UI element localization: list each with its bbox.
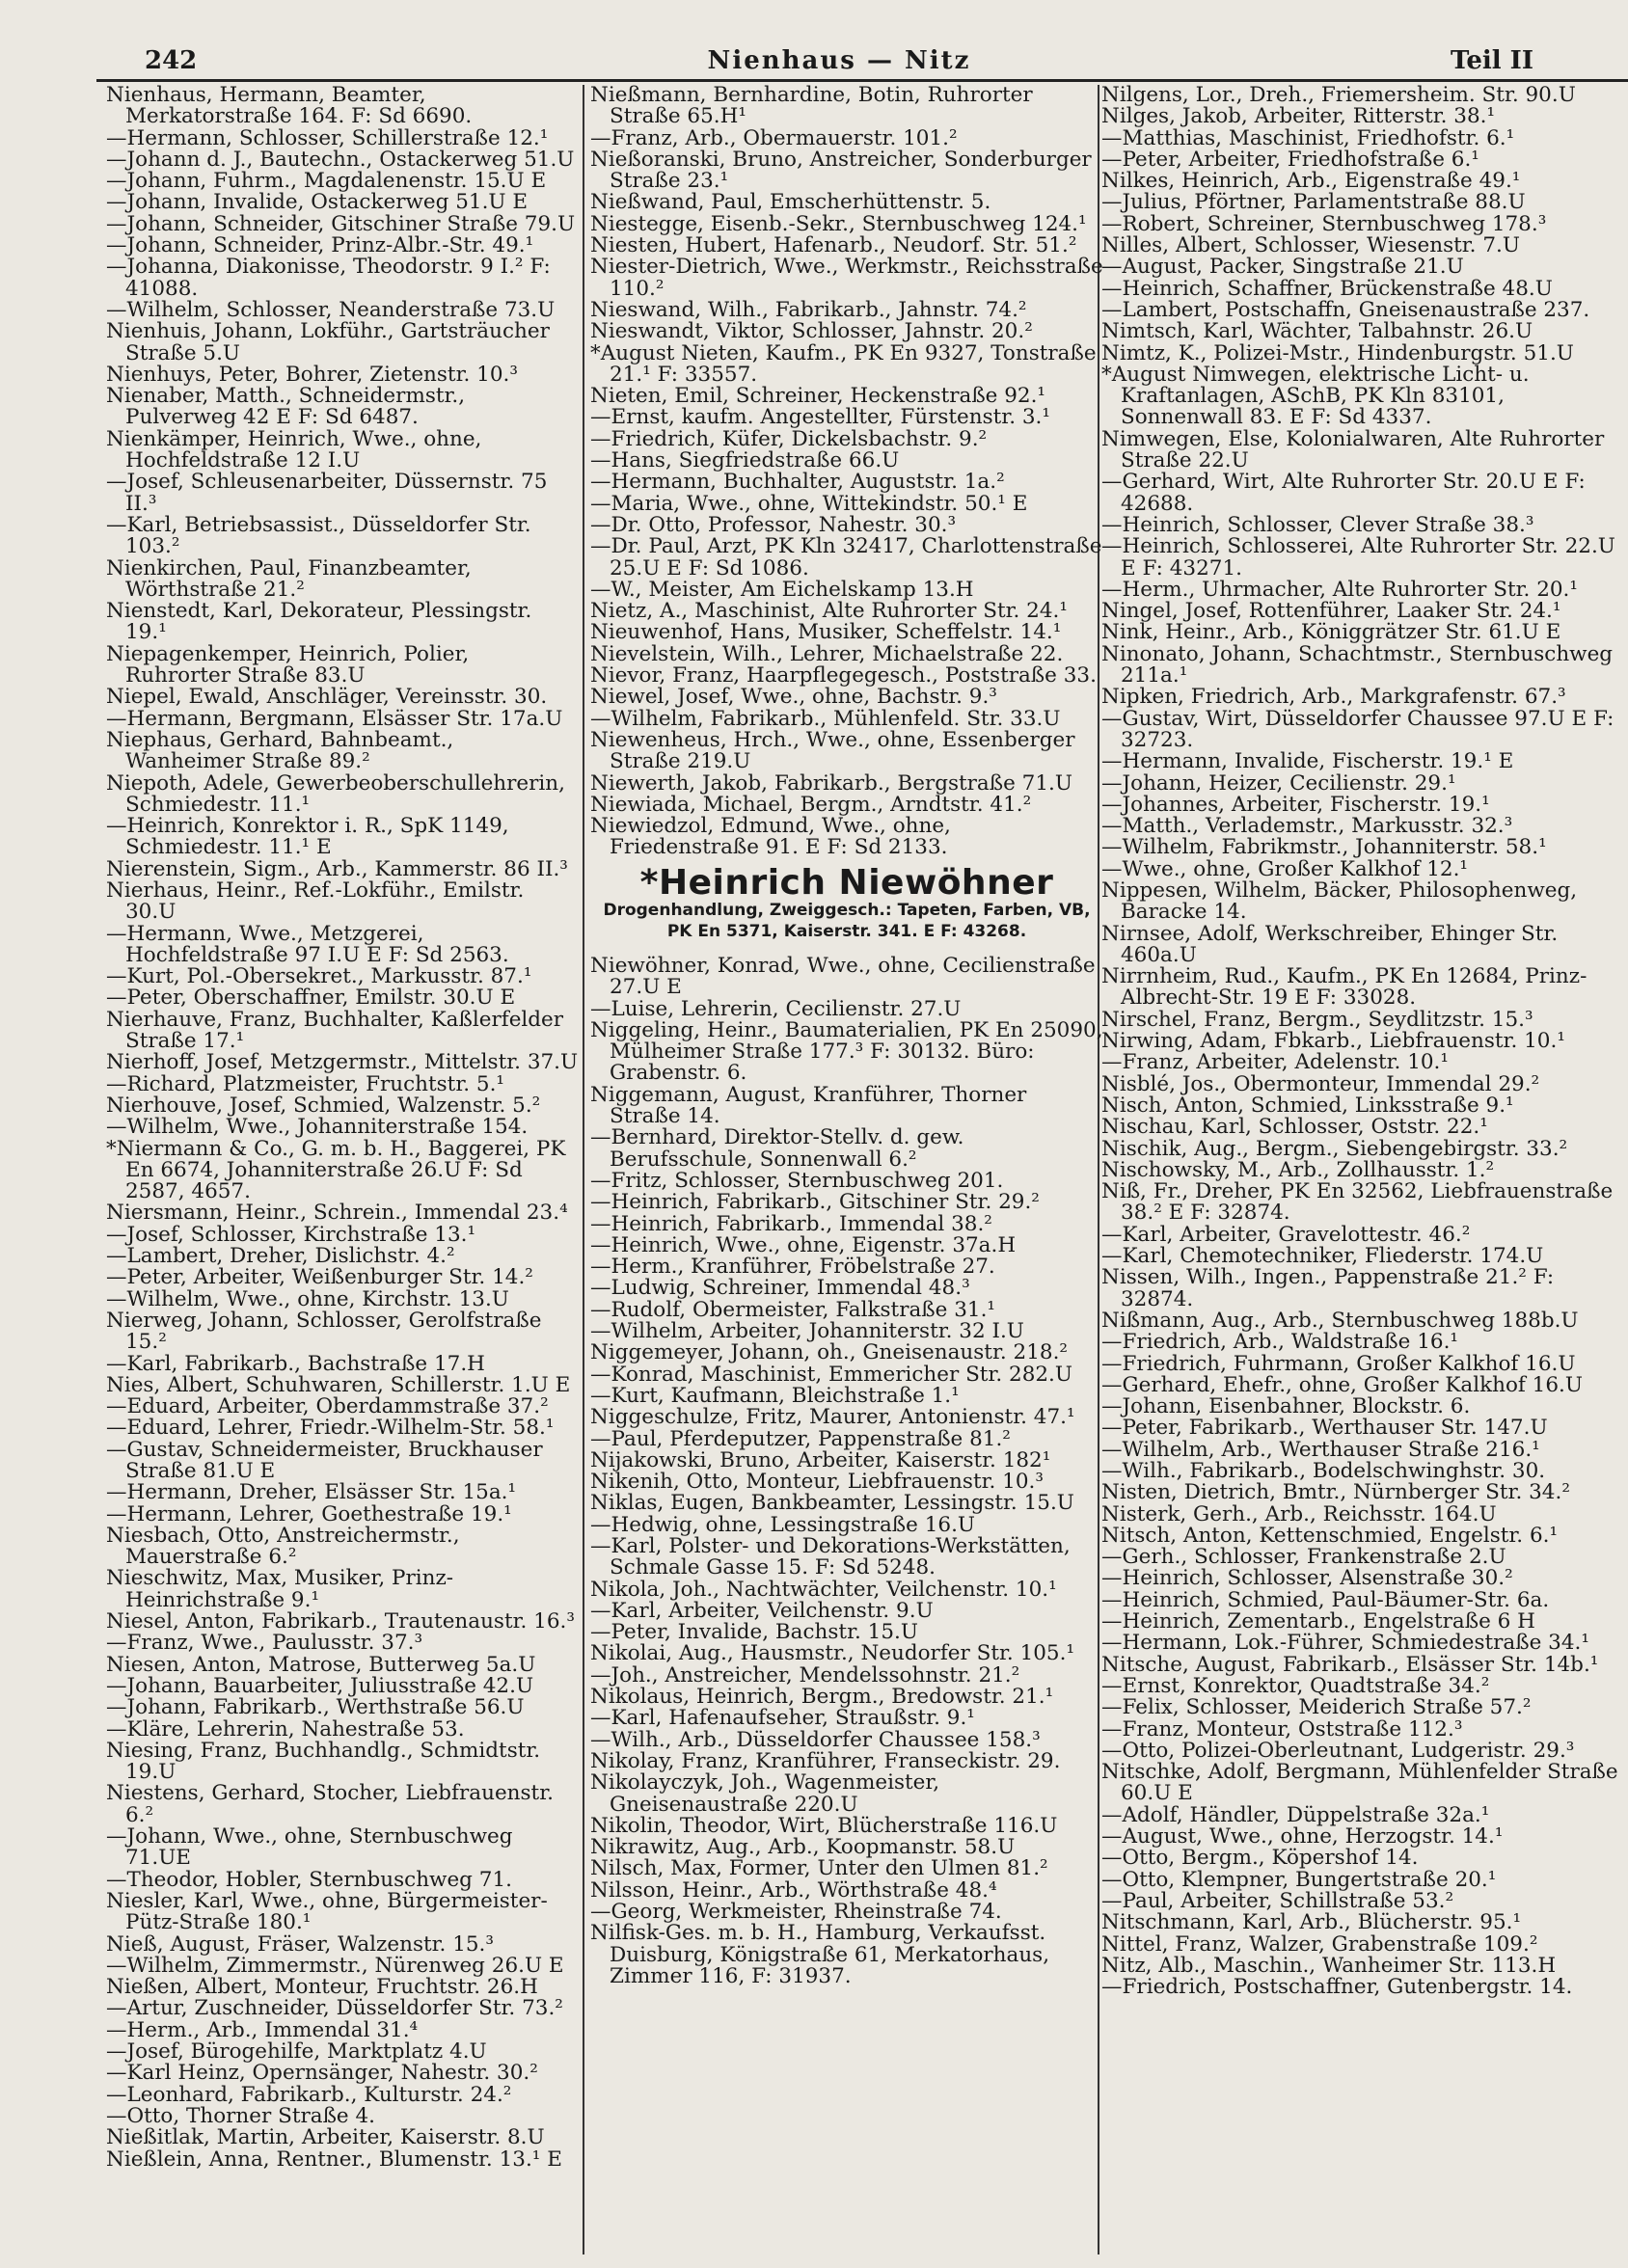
directory-entry: Niggemeyer, Johann, oh., Gneisenaustr. 218.²	[590, 1340, 1069, 1365]
directory-entry: —Heinrich, Schlosser, Alsenstraße 30.²	[1101, 1566, 1513, 1591]
directory-entry: —Heinrich, Schaffner, Brückenstraße 48.U	[1101, 276, 1553, 301]
directory-entry: Nittel, Franz, Walzer, Grabenstraße 109.²	[1101, 1931, 1538, 1957]
directory-entry: —Otto, Polizei-Oberleutnant, Ludgeristr. 29.³	[1101, 1738, 1575, 1763]
directory-entry: —Hermann, Schlosser, Schillerstraße 12.¹	[106, 125, 549, 150]
directory-entry: —Otto, Thorner Straße 4.	[106, 2103, 376, 2128]
directory-entry: Nirschel, Franz, Bergm., Seydlitzstr. 15.³	[1101, 1007, 1533, 1032]
directory-entry: Nikola, Joh., Nachtwächter, Veilchenstr. 10.¹	[590, 1577, 1057, 1602]
directory-entry: —Hermann, Dreher, Elsässer Str. 15a.¹	[106, 1480, 517, 1505]
directory-entry: Niester-Dietrich, Wwe., Werkmstr., Reichsstraße 110.²	[590, 255, 1103, 301]
directory-entry: Nießoranski, Bruno, Anstreicher, Sonderburger Straße 23.¹	[590, 147, 1092, 194]
directory-entry: —Hedwig, ohne, Lessingstraße 16.U	[590, 1512, 976, 1537]
directory-entry: —Peter, Arbeiter, Friedhofstraße 6.¹	[1101, 147, 1479, 172]
directory-entry: Nievor, Franz, Haarpflegegesch., Poststraße 33.	[590, 663, 1097, 688]
directory-entry: —Wilhelm, Fabrikarb., Mühlenfeld. Str. 33.U	[590, 706, 1061, 731]
directory-entry: Niesler, Karl, Wwe., ohne, Bürgermeister-Pütz-Straße 180.¹	[106, 1888, 548, 1935]
directory-entry: —Otto, Bergm., Köpershof 14.	[1101, 1846, 1419, 1871]
directory-entry: Niersmann, Heinr., Schrein., Immendal 23.⁴	[106, 1201, 568, 1226]
directory-entry: —Peter, Arbeiter, Weißenburger Str. 14.²	[106, 1265, 533, 1290]
directory-entry: —Karl, Arbeiter, Veilchenstr. 9.U	[590, 1598, 934, 1623]
directory-entry: —Johann, Schneider, Gitschiner Straße 79.U	[106, 211, 576, 236]
directory-entry: Nienhuys, Peter, Bohrer, Zietenstr. 10.³	[106, 362, 518, 387]
directory-entry: —Franz, Arbeiter, Adelenstr. 10.¹	[1101, 1050, 1449, 1075]
directory-entry: Nirnsee, Adolf, Werkschreiber, Ehinger Str. 460a.U	[1101, 921, 1559, 967]
directory-entry: —Hermann, Invalide, Fischerstr. 19.¹ E	[1101, 749, 1514, 774]
directory-entry: Nierweg, Johann, Schlosser, Gerolfstraße 15.²	[106, 1308, 542, 1355]
directory-entry: —Konrad, Maschinist, Emmericher Str. 282.U	[590, 1362, 1073, 1387]
directory-entry: Nisch, Anton, Schmied, Linksstraße 9.¹	[1101, 1093, 1514, 1118]
column-divider	[583, 85, 584, 2254]
directory-entry: —Franz, Arb., Obermauerstr. 101.²	[590, 125, 958, 150]
directory-entry: Nitz, Alb., Maschin., Wanheimer Str. 113.H	[1101, 1953, 1557, 1978]
directory-entry: —Matth., Verlademstr., Markusstr. 32.³	[1101, 814, 1513, 839]
directory-entry: Nischau, Karl, Schlosser, Oststr. 22.¹	[1101, 1115, 1488, 1140]
directory-entry: Niesing, Franz, Buchhandlg., Schmidtstr. 19.U	[106, 1738, 541, 1785]
directory-entry: —Peter, Fabrikarb., Werthauser Str. 147.U	[1101, 1416, 1548, 1441]
directory-entry: Nimtz, K., Polizei-Mstr., Hindenburgstr. 51.U	[1101, 340, 1574, 365]
directory-entry: Nienaber, Matth., Schneidermstr., Pulverweg 42 E F: Sd 6487.	[106, 384, 466, 430]
directory-entry: Nijakowski, Bruno, Arbeiter, Kaiserstr. 182¹	[590, 1447, 1051, 1472]
directory-entry: —Friedrich, Arb., Waldstraße 16.¹	[1101, 1330, 1459, 1355]
directory-entry: —Hermann, Bergmann, Elsässer Str. 17a.U	[106, 706, 563, 731]
directory-entry: —Wilhelm, Wwe., Johanniterstraße 154.	[106, 1115, 529, 1140]
directory-entry: Nitsch, Anton, Kettenschmied, Engelstr. 6.¹	[1101, 1523, 1559, 1548]
part-label: Teil II	[1450, 46, 1533, 75]
directory-entry: Nießitlak, Martin, Arbeiter, Kaiserstr. 8.U	[106, 2125, 545, 2150]
directory-entry: —Lambert, Postschaffn, Gneisenaustraße 237.	[1101, 297, 1590, 322]
directory-entry: —Gustav, Wirt, Düsseldorfer Chaussee 97.U E F: 32723.	[1101, 706, 1614, 752]
directory-entry: —Richard, Platzmeister, Fruchtstr. 5.¹	[106, 1071, 505, 1096]
directory-entry: Nitschke, Adolf, Bergmann, Mühlenfelder Straße 60.U E	[1101, 1760, 1618, 1806]
directory-entry: —Artur, Zuschneider, Düsseldorfer Str. 73.²	[106, 1996, 563, 2021]
directory-entry: —Matthias, Maschinist, Friedhofstr. 6.¹	[1101, 125, 1515, 150]
directory-entry: —Heinrich, Konrektor i. R., SpK 1149, Schmiedestr. 11.¹ E	[106, 814, 509, 860]
directory-entry: —Karl, Chemotechniker, Fliederstr. 174.U	[1101, 1244, 1544, 1269]
directory-entry: —Josef, Bürogehilfe, Marktplatz 4.U	[106, 2039, 487, 2065]
directory-entry: —Herm., Uhrmacher, Alte Ruhrorter Str. 20.¹	[1101, 577, 1579, 602]
directory-entry: —Wilh., Arb., Düsseldorfer Chaussee 158.³	[590, 1727, 1041, 1752]
directory-entry: Nisten, Dietrich, Bmtr., Nürnberger Str. 34.²	[1101, 1480, 1570, 1505]
directory-entry: —Georg, Werkmeister, Rheinstraße 74.	[590, 1900, 1002, 1925]
directory-entry: Nienkirchen, Paul, Finanzbeamter, Wörthstraße 21.²	[106, 555, 472, 602]
directory-entry: —Johann, Invalide, Ostackerweg 51.U E	[106, 190, 529, 215]
directory-entry: —Johann d. J., Bautechn., Ostackerweg 51.U	[106, 147, 575, 172]
directory-entry: —Dr. Paul, Arzt, PK Kln 32417, Charlottenstraße 25.U E F: Sd 1086.	[590, 534, 1102, 580]
directory-entry: Nieuwenhof, Hans, Musiker, Scheffelstr. 14.¹	[590, 620, 1062, 645]
directory-entry: Nießwand, Paul, Emscherhüttenstr. 5.	[590, 190, 991, 215]
directory-entry: —Maria, Wwe., ohne, Wittekindstr. 50.¹ E	[590, 491, 1028, 516]
directory-entry: —Franz, Monteur, Oststraße 112.³	[1101, 1716, 1463, 1742]
directory-entry: —Eduard, Lehrer, Friedr.-Wilhelm-Str. 58.¹	[106, 1416, 555, 1441]
directory-entry: Niephaus, Gerhard, Bahnbeamt., Wanheimer Straße 89.²	[106, 727, 454, 774]
directory-entry: Niesbach, Otto, Anstreichermstr., Mauerstraße 6.²	[106, 1523, 460, 1570]
directory-entry: —Friedrich, Küfer, Dickelsbachstr. 9.²	[590, 426, 988, 451]
ad-text: Drogenhandlung, Zweiggesch.: Tapeten, Farben, VB, PK En 5371, Kaiserstr. 341. E F: 43268.	[603, 900, 1091, 941]
directory-entry: —Peter, Oberschaffner, Emilstr. 30.U E	[106, 986, 516, 1011]
directory-entry: —W., Meister, Am Eichelskamp 13.H	[590, 577, 974, 602]
directory-entry: Nierenstein, Sigm., Arb., Kammerstr. 86 II.³	[106, 856, 568, 881]
directory-entry: —Felix, Schlosser, Meiderich Straße 57.²	[1101, 1695, 1532, 1720]
directory-entry: —Paul, Arbeiter, Schillstraße 53.²	[1101, 1888, 1454, 1913]
directory-entry: —Peter, Invalide, Bachstr. 15.U	[590, 1620, 918, 1645]
directory-entry: Nierhoff, Josef, Metzgermstr., Mittelstr. 37.U	[106, 1050, 579, 1075]
directory-entry: Nikolayczyk, Joh., Wagenmeister, Gneisenaustraße 220.U	[590, 1770, 940, 1817]
directory-entry: Nieten, Emil, Schreiner, Heckenstraße 92.¹	[590, 384, 1046, 409]
ad-title: *Heinrich Niewöhner	[639, 862, 1054, 903]
directory-entry: —Heinrich, Fabrikarb., Immendal 38.²	[590, 1211, 992, 1236]
header-rule	[96, 79, 1628, 82]
directory-entry: —Johann, Schneider, Prinz-Albr.-Str. 49.¹	[106, 233, 534, 258]
directory-entry: Nikolaus, Heinrich, Bergm., Bredowstr. 21.¹	[590, 1685, 1054, 1710]
directory-entry: —Wilhelm, Zimmermstr., Nürenweg 26.U E	[106, 1953, 564, 1978]
directory-entry: Nischik, Aug., Bergm., Siebengebirgstr. 33.²	[1101, 1136, 1568, 1161]
directory-entry: Niesel, Anton, Fabrikarb., Trautenaustr. 16.³	[106, 1609, 575, 1634]
directory-entry: Nienhaus, Hermann, Beamter, Merkatorstraße 164. F: Sd 6690.	[106, 85, 473, 129]
directory-entry: Nilsson, Heinr., Arb., Wörthstraße 48.⁴	[590, 1877, 997, 1903]
directory-entry: —Karl, Betriebsassist., Düsseldorfer Str. 103.²	[106, 512, 531, 559]
directory-entry: —Heinrich, Schmied, Paul-Bäumer-Str. 6a.	[1101, 1587, 1550, 1612]
directory-entry: —Paul, Pferdeputzer, Pappenstraße 81.²	[590, 1426, 1011, 1451]
directory-entry: Niklas, Eugen, Bankbeamter, Lessingstr. 15.U	[590, 1491, 1074, 1516]
directory-entry: Nirwing, Adam, Fbkarb., Liebfrauenstr. 10.¹	[1101, 1029, 1565, 1054]
directory-entry: —Wilhelm, Arb., Werthauser Straße 216.¹	[1101, 1437, 1540, 1462]
directory-entry: —Wilhelm, Wwe., ohne, Kirchstr. 13.U	[106, 1286, 509, 1311]
directory-entry: —Robert, Schreiner, Sternbuschweg 178.³	[1101, 211, 1547, 236]
directory-entry: —Johann, Eisenbahner, Blockstr. 6.	[1101, 1394, 1471, 1419]
directory-entry: —Fritz, Schlosser, Sternbuschweg 201.	[590, 1168, 1004, 1193]
directory-entry: Nißmann, Aug., Arb., Sternbuschweg 188b.U	[1101, 1308, 1579, 1333]
directory-entry: Nirrnheim, Rud., Kaufm., PK En 12684, Prinz-Albrecht-Str. 19 E F: 33028.	[1101, 964, 1587, 1011]
directory-entry: Nievelstein, Wilh., Lehrer, Michaelstraße 22.	[590, 641, 1064, 666]
directory-entry: —Friedrich, Fuhrmann, Großer Kalkhof 16.U	[1101, 1351, 1576, 1376]
directory-entry: —Gerhard, Wirt, Alte Ruhrorter Str. 20.U E F: 42688.	[1101, 470, 1586, 516]
directory-entry: Nink, Heinr., Arb., Königgrätzer Str. 61.U E	[1101, 620, 1561, 645]
directory-entry: —Wilhelm, Arbeiter, Johanniterstr. 32 I.U	[590, 1319, 1024, 1344]
directory-entry: —Heinrich, Zementarb., Engelstraße 6 H	[1101, 1609, 1535, 1634]
directory-entry: Nierhaus, Heinr., Ref.-Lokführ., Emilstr. 30.U	[106, 878, 525, 925]
directory-entry: Nisterk, Gerh., Arb., Reichsstr. 164.U	[1101, 1501, 1497, 1526]
directory-entry: —Johanna, Diakonisse, Theodorstr. 9 I.² F: 41088.	[106, 255, 551, 301]
directory-entry: Nieswandt, Viktor, Schlosser, Jahnstr. 20.²	[590, 319, 1033, 344]
directory-entry: —Gustav, Schneidermeister, Bruckhauser Straße 81.U E	[106, 1437, 543, 1483]
directory-entry: Nikolai, Aug., Hausmstr., Neudorfer Str. 105.¹	[590, 1641, 1075, 1666]
directory-entry: Niepagenkemper, Heinrich, Polier, Ruhrorter Straße 83.U	[106, 641, 470, 688]
directory-entry: —Lambert, Dreher, Dislichstr. 4.²	[106, 1244, 455, 1269]
directory-entry: —Leonhard, Fabrikarb., Kulturstr. 24.²	[106, 2082, 512, 2107]
directory-entry: —Karl, Polster- und Dekorations-Werkstätten, Schmale Gasse 15. F: Sd 5248.	[590, 1534, 1071, 1580]
directory-entry: Nisblé, Jos., Obermonteur, Immendal 29.²	[1101, 1071, 1540, 1096]
directory-entry: —Karl, Arbeiter, Gravelottestr. 46.²	[1101, 1222, 1471, 1247]
directory-entry: Nitschmann, Karl, Arb., Blücherstr. 95.¹	[1101, 1910, 1522, 1935]
directory-entry: Nieß, August, Fräser, Walzenstr. 15.³	[106, 1931, 495, 1957]
directory-entry: Nießmann, Bernhardine, Botin, Ruhrorter Straße 65.H¹	[590, 85, 1033, 129]
directory-entry: —Hermann, Lehrer, Goethestraße 19.¹	[106, 1501, 512, 1526]
directory-entry: —Hermann, Lok.-Führer, Schmiedestraße 34.¹	[1101, 1631, 1589, 1656]
directory-entry: —Herm., Arb., Immendal 31.⁴	[106, 2017, 419, 2042]
directory-entry: —Hans, Siegfriedstraße 66.U	[590, 448, 900, 473]
directory-entry: Nieswand, Wilh., Fabrikarb., Jahnstr. 74.²	[590, 297, 1027, 322]
advertisement	[590, 862, 1103, 942]
page-number: 242	[145, 46, 198, 75]
directory-entry: —Karl Heinz, Opernsänger, Nahestr. 30.²	[106, 2061, 538, 2086]
directory-entry: —Herm., Kranführer, Fröbelstraße 27.	[590, 1255, 995, 1280]
directory-entry: Nieschwitz, Max, Musiker, Prinz-Heinrichstraße 9.¹	[106, 1566, 454, 1612]
directory-entry: Nießen, Albert, Monteur, Fruchtstr. 26.H	[106, 1975, 538, 2000]
directory-entry: Nimwegen, Else, Kolonialwaren, Alte Ruhrorter Straße 22.U	[1101, 426, 1605, 473]
directory-entry: Ningel, Josef, Rottenführer, Laaker Str. 24.¹	[1101, 599, 1561, 624]
directory-entry: Nierhauve, Franz, Buchhalter, Kaßlerfelder Straße 17.¹	[106, 1007, 564, 1054]
directory-entry: —Karl, Hafenaufseher, Straußstr. 9.¹	[590, 1706, 975, 1731]
directory-entry: —Theodor, Hobler, Sternbuschweg 71.	[106, 1867, 512, 1892]
directory-entry: —Ernst, Konrektor, Quadtstraße 34.²	[1101, 1673, 1490, 1698]
directory-entry: Nikolay, Franz, Kranführer, Franseckistr. 29.	[590, 1748, 1061, 1773]
directory-entry: Nimtsch, Karl, Wächter, Talbahnstr. 26.U	[1101, 319, 1533, 344]
directory-entry: —Johannes, Arbeiter, Fischerstr. 19.¹	[1101, 792, 1490, 817]
column-2	[590, 85, 1103, 2254]
directory-entry: —Johann, Heizer, Cecilienstr. 29.¹	[1101, 770, 1456, 796]
directory-entry: —Heinrich, Schlosser, Clever Straße 38.³	[1101, 512, 1534, 537]
directory-entry: —Friedrich, Postschaffner, Gutenbergstr. 14.	[1101, 1975, 1573, 2000]
directory-entry: Nienstedt, Karl, Dekorateur, Plessingstr. 19.¹	[106, 599, 532, 645]
directory-entry: Niestens, Gerhard, Stocher, Liebfrauenstr. 6.²	[106, 1781, 554, 1827]
directory-entry: *August Nieten, Kaufm., PK En 9327, Tonstraße 21.¹ F: 33557.	[590, 340, 1097, 387]
directory-entry: —Gerh., Schlosser, Frankenstraße 2.U	[1101, 1545, 1506, 1570]
directory-entry: —Hermann, Buchhalter, Auguststr. 1a.²	[590, 470, 1005, 495]
directory-entry: —Wilhelm, Fabrikmstr., Johanniterstr. 58.¹	[1101, 835, 1547, 860]
directory-entry: —Johann, Bauarbeiter, Juliusstraße 42.U	[106, 1673, 534, 1698]
directory-entry: Nitsche, August, Fabrikarb., Elsässer Str. 14b.¹	[1101, 1652, 1599, 1677]
directory-entry: Nippesen, Wilhelm, Bäcker, Philosophenweg, Baracke 14.	[1101, 878, 1578, 925]
directory-entry: Niestegge, Eisenb.-Sekr., Sternbuschweg 124.¹	[590, 211, 1087, 236]
directory-entry: Nies, Albert, Schuhwaren, Schillerstr. 1.U E	[106, 1372, 571, 1397]
directory-entry: —Eduard, Arbeiter, Oberdammstraße 37.²	[106, 1394, 549, 1419]
directory-entry: —Dr. Otto, Professor, Nahestr. 30.³	[590, 512, 957, 537]
directory-entry: Niewenheus, Hrch., Wwe., ohne, Essenberger Straße 219.U	[590, 727, 1075, 774]
directory-entry: Niesen, Anton, Matrose, Butterweg 5a.U	[106, 1652, 536, 1677]
directory-entry: —Julius, Pförtner, Parlamentstraße 88.U	[1101, 190, 1526, 215]
directory-entry: —Rudolf, Obermeister, Falkstraße 31.¹	[590, 1297, 996, 1322]
directory-entry: Niepel, Ewald, Anschläger, Vereinsstr. 30.	[106, 685, 548, 710]
directory-entry: —Josef, Schlosser, Kirchstraße 13.¹	[106, 1222, 476, 1247]
directory-entry: —Johann, Fuhrm., Magdalenenstr. 15.U E	[106, 169, 547, 194]
directory-entry: Nietz, A., Maschinist, Alte Ruhrorter Str. 24.¹	[590, 599, 1068, 624]
directory-entry: Niesten, Hubert, Hafenarb., Neudorf. Str. 51.²	[590, 233, 1077, 258]
directory-entry: —Wilhelm, Schlosser, Neanderstraße 73.U	[106, 297, 556, 322]
directory-entry: Nikrawitz, Aug., Arb., Koopmanstr. 58.U	[590, 1835, 1016, 1860]
directory-entry: Nießlein, Anna, Rentner., Blumenstr. 13.¹ E	[106, 2146, 562, 2172]
directory-entry: —Hermann, Wwe., Metzgerei, Hochfeldstraße 97 I.U E F: Sd 2563.	[106, 921, 509, 967]
directory-entry: Nissen, Wilh., Ingen., Pappenstraße 21.² F: 32874.	[1101, 1265, 1555, 1311]
directory-entry: —August, Packer, Singstraße 21.U	[1101, 255, 1464, 280]
directory-entry: Niewel, Josef, Wwe., ohne, Bachstr. 9.³	[590, 685, 997, 710]
column-3	[1101, 85, 1628, 2254]
directory-entry: —Wilh., Fabrikarb., Bodelschwinghstr. 30.	[1101, 1459, 1546, 1483]
directory-entry: Nilfisk-Ges. m. b. H., Hamburg, Verkaufsst. Duisburg, Königstraße 61, Merkatorhaus, Zimmer 116, F: 31937.	[590, 1921, 1050, 1988]
directory-entry: Niepoth, Adele, Gewerbeoberschullehrerin, Schmiedestr. 11.¹	[106, 770, 565, 817]
directory-entry: Niggeschulze, Fritz, Maurer, Antonienstr. 47.¹	[590, 1405, 1075, 1430]
directory-entry: —August, Wwe., ohne, Herzogstr. 14.¹	[1101, 1824, 1504, 1850]
directory-entry: —Franz, Wwe., Paulusstr. 37.³	[106, 1631, 423, 1656]
directory-entry: Ninonato, Johann, Schachtmstr., Sternbuschweg 211a.¹	[1101, 641, 1614, 688]
directory-entry: —Otto, Klempner, Bungertstraße 20.¹	[1101, 1867, 1497, 1892]
directory-entry: Nilkes, Heinrich, Arb., Eigenstraße 49.¹	[1101, 169, 1521, 194]
directory-entry: Nilsch, Max, Former, Unter den Ulmen 81.²	[590, 1856, 1048, 1881]
directory-entry: Nischowsky, M., Arb., Zollhausstr. 1.²	[1101, 1157, 1495, 1182]
directory-entry: Nikenih, Otto, Monteur, Liebfrauenstr. 10.³	[590, 1470, 1044, 1495]
directory-entry: *Niermann & Co., G. m. b. H., Baggerei, PK En 6674, Johanniterstraße 26.U F: Sd 2587, 4657.	[106, 1136, 566, 1204]
column-1	[106, 85, 579, 2254]
directory-entry: Nilles, Albert, Schlosser, Wiesenstr. 7.U	[1101, 233, 1520, 258]
directory-entry: —Johann, Wwe., ohne, Sternbuschweg 71.UE	[106, 1824, 513, 1871]
directory-entry: Nilges, Jakob, Arbeiter, Ritterstr. 38.¹	[1101, 104, 1496, 129]
directory-entry: Niewiedzol, Edmund, Wwe., ohne, Friedenstraße 91. E F: Sd 2133.	[590, 814, 951, 860]
directory-entry: —Joh., Anstreicher, Mendelssohnstr. 21.²	[590, 1662, 1020, 1688]
directory-entry: —Kurt, Pol.-Obersekret., Markusstr. 87.¹	[106, 964, 532, 989]
directory-entry: Nikolin, Theodor, Wirt, Blücherstraße 116.U	[590, 1813, 1058, 1838]
directory-entry: Niewiada, Michael, Bergm., Arndtstr. 41.²	[590, 792, 1032, 817]
directory-entry: —Josef, Schleusenarbeiter, Düssernstr. 75 II.³	[106, 470, 548, 516]
directory-entry: Niggeling, Heinr., Baumaterialien, PK En 25090, Mülheimer Straße 177.³ F: 30132. Büro: Grabenstr. 6.	[590, 1017, 1103, 1086]
page-title: Nienhaus — Nitz	[707, 46, 971, 75]
directory-entry: —Ernst, kaufm. Angestellter, Fürstenstr. 3.¹	[590, 405, 1050, 430]
directory-entry: —Wwe., ohne, Großer Kalkhof 12.¹	[1101, 856, 1469, 881]
directory-entry: —Kurt, Kaufmann, Bleichstraße 1.¹	[590, 1383, 960, 1408]
directory-entry: —Ludwig, Schreiner, Immendal 48.³	[590, 1276, 970, 1301]
directory-entry: —Adolf, Händler, Düppelstraße 32a.¹	[1101, 1802, 1490, 1827]
directory-entry: —Kläre, Lehrerin, Nahestraße 53.	[106, 1716, 465, 1742]
directory-entry: —Johann, Fabrikarb., Werthstraße 56.U	[106, 1695, 525, 1720]
directory-entry: Niß, Fr., Dreher, PK En 32562, Liebfrauenstraße 38.² E F: 32874.	[1101, 1179, 1614, 1226]
directory-entry: —Gerhard, Ehefr., ohne, Großer Kalkhof 16.U	[1101, 1372, 1583, 1397]
directory-entry: —Luise, Lehrerin, Cecilienstr. 27.U	[590, 996, 962, 1021]
directory-entry: Niewerth, Jakob, Fabrikarb., Bergstraße 71.U	[590, 770, 1072, 796]
directory-entry: —Heinrich, Wwe., ohne, Eigenstr. 37a.H	[590, 1232, 1017, 1257]
directory-entry: Niewöhner, Konrad, Wwe., ohne, Cecilienstraße 27.U E	[590, 953, 1096, 1000]
directory-entry: Nilgens, Lor., Dreh., Friemersheim. Str. 90.U	[1101, 85, 1576, 107]
directory-entry: —Karl, Fabrikarb., Bachstraße 17.H	[106, 1351, 485, 1376]
directory-entry: Nienhuis, Johann, Lokführ., Gartsträucher Straße 5.U	[106, 319, 550, 365]
directory-entry: Nierhouve, Josef, Schmied, Walzenstr. 5.²	[106, 1093, 541, 1118]
directory-entry: Niggemann, August, Kranführer, Thorner Straße 14.	[590, 1082, 1027, 1129]
directory-entry: —Heinrich, Fabrikarb., Gitschiner Str. 29.²	[590, 1190, 1040, 1215]
directory-entry: —Heinrich, Schlosserei, Alte Ruhrorter Str. 22.U E F: 43271.	[1101, 534, 1615, 580]
directory-entry: —Bernhard, Direktor-Stellv. d. gew. Berufsschule, Sonnenwall 6.²	[590, 1125, 964, 1172]
directory-entry: Nienkämper, Heinrich, Wwe., ohne, Hochfeldstraße 12 I.U	[106, 426, 482, 473]
directory-entry: *August Nimwegen, elektrische Licht- u. Kraftanlagen, ASchB, PK Kln 83101, Sonnenwall 83. E F: Sd 4337.	[1101, 362, 1530, 430]
directory-entry: Nipken, Friedrich, Arb., Markgrafenstr. 67.³	[1101, 685, 1566, 710]
